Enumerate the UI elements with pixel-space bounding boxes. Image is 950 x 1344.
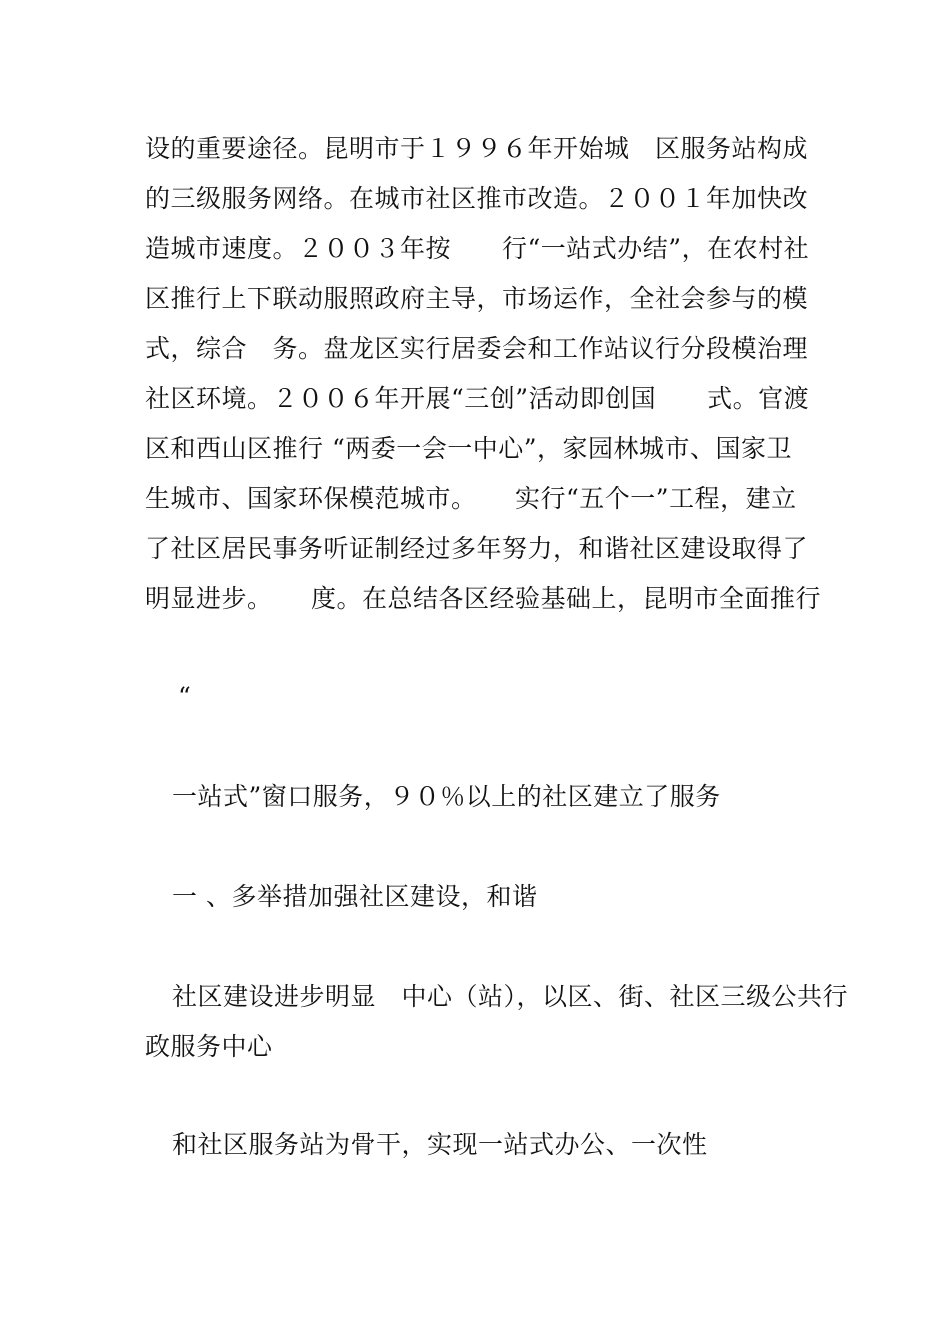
paragraph-line-9: 了社区居民事务听证制经过多年努力，和谐社区建设取得了: [145, 534, 809, 563]
section-heading: 一 、多举措加强社区建设，和谐: [172, 882, 538, 911]
paragraph-line-8: 生城市、国家环保模范城市。 实行“五个一”工程，建立: [145, 484, 797, 513]
paragraph-line-7: 区和西山区推行 “两委一会一中心”，家园林城市、国家卫: [145, 434, 793, 463]
progress-line-1: 社区建设进步明显 中心（站），以区、街、社区三级公共行: [172, 982, 849, 1011]
open-quote-mark: “: [178, 682, 192, 711]
paragraph-line-5: 式，综合 务。盘龙区实行居委会和工作站议行分段模治理: [145, 334, 809, 363]
paragraph-line-3: 造城市速度。２００３年按 行“一站式办结”，在农村社: [145, 234, 810, 263]
one-stop-service-line: 一站式”窗口服务，９０％以上的社区建立了服务: [172, 782, 721, 811]
paragraph-line-10: 明显进步。 度。在总结各区经验基础上，昆明市全面推行: [145, 584, 822, 613]
paragraph-line-4: 区推行上下联动服照政府主导，市场运作，全社会参与的模: [145, 284, 809, 313]
progress-line-2: 政服务中心: [145, 1032, 273, 1061]
closing-line: 和社区服务站为骨干，实现一站式办公、一次性: [172, 1130, 708, 1159]
paragraph-line-1: 设的重要途径。昆明市于１９９６年开始城 区服务站构成: [145, 134, 809, 163]
paragraph-line-6: 社区环境。２００６年开展“三创”活动即创国 式。官渡: [145, 384, 810, 413]
paragraph-line-2: 的三级服务网络。在城市社区推市改造。２００１年加快改: [145, 184, 809, 213]
